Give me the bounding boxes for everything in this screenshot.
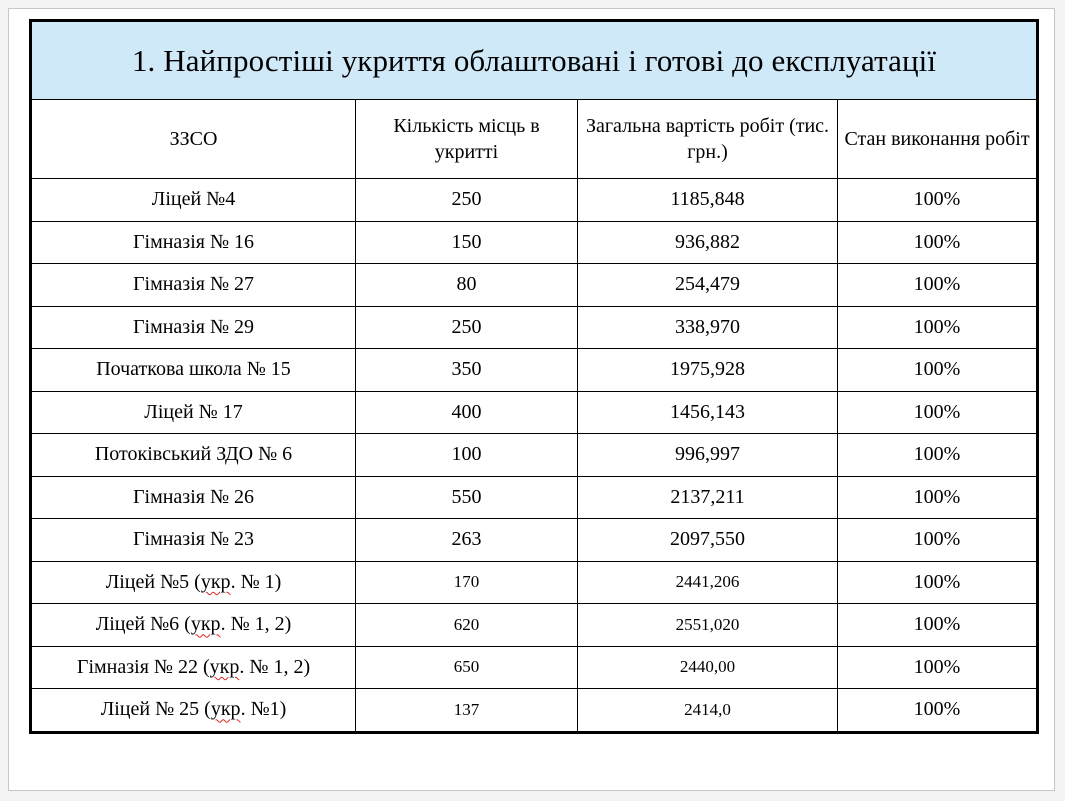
shelter-table [29, 19, 1039, 734]
cell-cost: 2097,550 [578, 519, 838, 562]
table-title: 1. Найпростіші укриття облаштовані і готові до експлуатації [31, 21, 1038, 100]
cell-cost: 2440,00 [578, 646, 838, 689]
cell-status: 100% [838, 221, 1038, 264]
cell-cost: 338,970 [578, 306, 838, 349]
table-row [31, 179, 1038, 222]
cell-status: 100% [838, 561, 1038, 604]
cell-status: 100% [838, 349, 1038, 392]
spellcheck-word: укр [200, 570, 231, 593]
cell-places: 350 [356, 349, 578, 392]
cell-status: 100% [838, 179, 1038, 222]
school-text: . №1) [240, 698, 287, 721]
cell-cost: 2441,206 [578, 561, 838, 604]
cell-places: 550 [356, 476, 578, 519]
spellcheck-word: укр [190, 613, 221, 636]
cell-places: 650 [356, 646, 578, 689]
cell-school: Ліцей №4 [31, 179, 356, 222]
header-school: ЗЗСО [31, 100, 356, 179]
spellcheck-word: укр [210, 698, 241, 721]
cell-school: Гімназія № 26 [31, 476, 356, 519]
school-text: . № 1, 2) [220, 613, 292, 636]
school-text: Ліцей № 25 ( [100, 698, 211, 721]
cell-status: 100% [838, 476, 1038, 519]
cell-cost: 1456,143 [578, 391, 838, 434]
table-row [31, 476, 1038, 519]
cell-status: 100% [838, 646, 1038, 689]
cell-cost: 254,479 [578, 264, 838, 307]
cell-status: 100% [838, 519, 1038, 562]
school-text: . № 1, 2) [239, 655, 311, 678]
header-status: Стан виконання робіт [838, 100, 1038, 179]
cell-status: 100% [838, 264, 1038, 307]
cell-cost: 996,997 [578, 434, 838, 477]
cell-school: Гімназія № 16 [31, 221, 356, 264]
table-row [31, 349, 1038, 392]
cell-places: 150 [356, 221, 578, 264]
cell-places: 250 [356, 306, 578, 349]
header-cost: Загальна вартість робіт (тис. грн.) [578, 100, 838, 179]
table-row [31, 306, 1038, 349]
cell-cost: 2551,020 [578, 604, 838, 647]
header-row [31, 100, 1038, 179]
spellcheck-word: укр [209, 655, 240, 678]
cell-places: 137 [356, 689, 578, 733]
slide [8, 8, 1055, 791]
table-row [31, 391, 1038, 434]
table-row [31, 604, 1038, 647]
cell-cost: 936,882 [578, 221, 838, 264]
cell-status: 100% [838, 434, 1038, 477]
cell-places: 250 [356, 179, 578, 222]
cell-places: 100 [356, 434, 578, 477]
cell-school: Гімназія № 27 [31, 264, 356, 307]
cell-school [31, 689, 356, 733]
cell-cost: 1975,928 [578, 349, 838, 392]
table-row [31, 689, 1038, 733]
cell-places: 80 [356, 264, 578, 307]
cell-places: 620 [356, 604, 578, 647]
cell-status: 100% [838, 604, 1038, 647]
cell-school: Гімназія № 29 [31, 306, 356, 349]
table-row [31, 519, 1038, 562]
school-text: . № 1) [230, 570, 282, 593]
cell-cost: 2414,0 [578, 689, 838, 733]
cell-cost: 2137,211 [578, 476, 838, 519]
cell-status: 100% [838, 306, 1038, 349]
school-text: Гімназія № 22 ( [76, 655, 210, 678]
cell-status: 100% [838, 689, 1038, 733]
school-text: Ліцей №6 ( [95, 613, 191, 636]
cell-school: Ліцей № 17 [31, 391, 356, 434]
table-row [31, 646, 1038, 689]
cell-places: 400 [356, 391, 578, 434]
cell-places: 170 [356, 561, 578, 604]
cell-school [31, 646, 356, 689]
school-text: Ліцей №5 ( [105, 570, 201, 593]
cell-school [31, 561, 356, 604]
cell-school: Гімназія № 23 [31, 519, 356, 562]
cell-places: 263 [356, 519, 578, 562]
cell-cost: 1185,848 [578, 179, 838, 222]
table-row [31, 561, 1038, 604]
cell-status: 100% [838, 391, 1038, 434]
table-row [31, 221, 1038, 264]
cell-school [31, 604, 356, 647]
table-row [31, 264, 1038, 307]
cell-school: Потоківський ЗДО № 6 [31, 434, 356, 477]
cell-school: Початкова школа № 15 [31, 349, 356, 392]
table-row [31, 434, 1038, 477]
header-places: Кількість місць в укритті [356, 100, 578, 179]
